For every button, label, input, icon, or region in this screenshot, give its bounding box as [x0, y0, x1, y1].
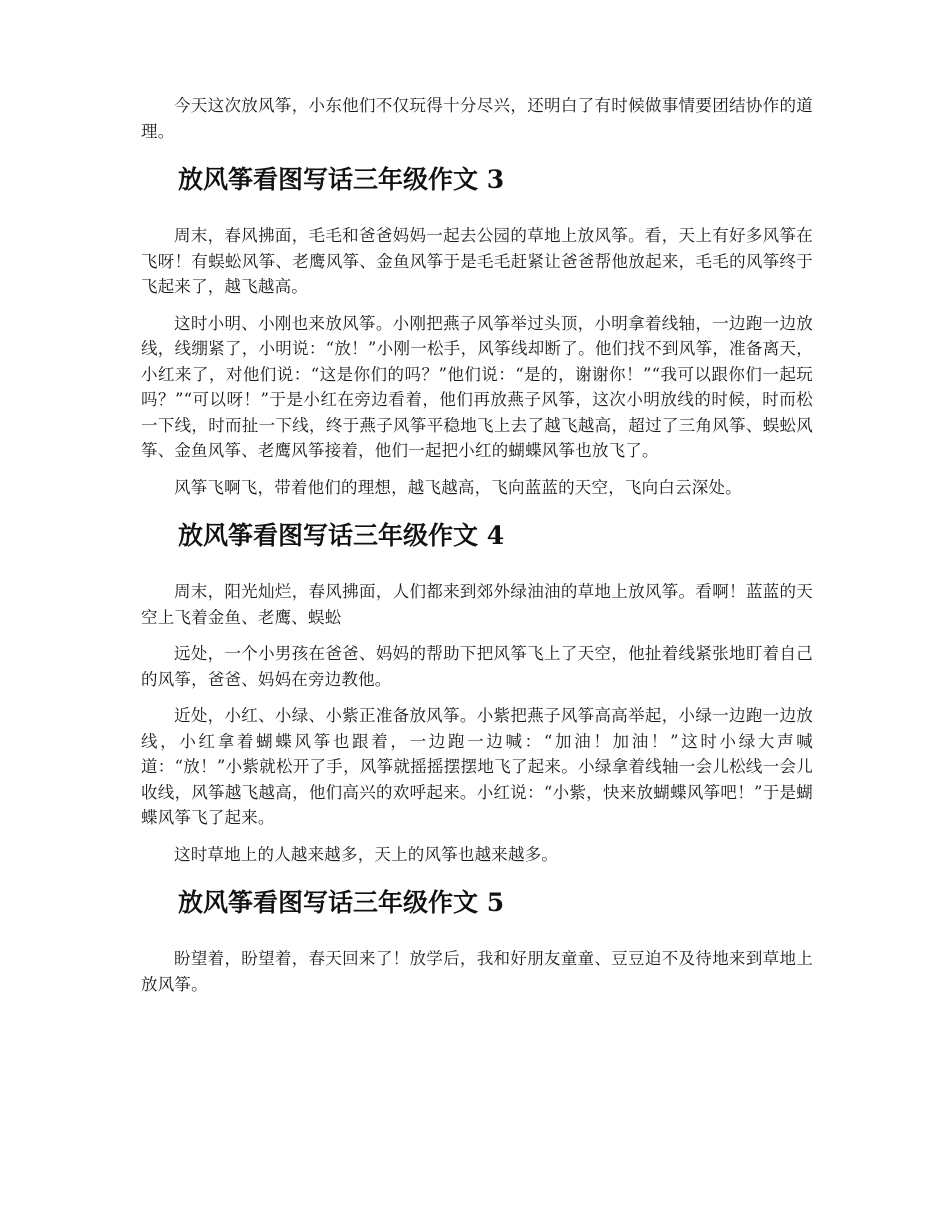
- paragraph: 远处，一个小男孩在爸爸、妈妈的帮助下把风筝飞上了天空，他扯着线紧张地盯着自己的风筝，爸爸、妈妈在旁边教他。: [141, 644, 813, 689]
- paragraph: 风筝飞啊飞，带着他们的理想，越飞越高，飞向蓝蓝的天空，飞向白云深处。: [174, 477, 742, 497]
- paragraph: 周末，春风拂面，毛毛和爸爸妈妈一起去公园的草地上放风筝。看，天上有好多风筝在飞呀！有蜈蚣风筝、老鹰风筝、金鱼风筝于是毛毛赶紧让爸爸帮他放起来，毛毛的风筝终于飞起来了，越飞越高。: [141, 226, 813, 296]
- paragraph: 周末，阳光灿烂，春风拂面，人们都来到郊外绿油油的草地上放风筝。看啊！蓝蓝的天空上飞着金鱼、老鹰、蜈蚣: [141, 582, 813, 627]
- section-heading-5: 放风筝看图写话三年级作文 5: [178, 888, 505, 917]
- paragraph: 近处，小红、小绿、小紫正准备放风筝。小紫把燕子风筝高高举起，小绿一边跑一边放线，小红拿着蝴蝶风筝也跟着，一边跑一边喊：“加油！加油！”这时小绿大声喊道：“放！”小紫就松开了手，风筝就摇摇摆摆地飞了起来。小绿拿着线轴一会儿松线一会儿收线，风筝越飞越高，他们高兴的欢呼起来。小红说：“小紫，快来放蝴蝶风筝吧！”于是蝴蝶风筝飞了起来。: [141, 706, 813, 827]
- document-page: [141, 93, 813, 1008]
- section-heading-3: 放风筝看图写话三年级作文 3: [178, 165, 505, 194]
- paragraph: 这时草地上的人越来越多，天上的风筝也越来越多。: [174, 844, 559, 864]
- paragraph: 这时小明、小刚也来放风筝。小刚把燕子风筝举过头顶，小明拿着线轴，一边跑一边放线，线绷紧了，小明说：“放！”小刚一松手，风筝线却断了。他们找不到风筝，准备离天，小红来了，对他们说：“这是你们的吗？”他们说：“是的，谢谢你！”“我可以跟你们一起玩吗？”“可以呀！”于是小红在旁边看着，他们再放燕子风筝，这次小明放线的时候，时而松一下线，时而扯一下线，终于燕子风筝平稳地飞上去了越飞越高，超过了三角风筝、蜈蚣风筝、金鱼风筝、老鹰风筝接着，他们一起把小红的蝴蝶风筝也放飞了。: [141, 313, 813, 460]
- section-heading-4: 放风筝看图写话三年级作文 4: [178, 521, 505, 550]
- paragraph: 盼望着，盼望着，春天回来了！放学后，我和好朋友童童、豆豆迫不及待地来到草地上放风筝。: [141, 949, 813, 994]
- paragraph: 今天这次放风筝，小东他们不仅玩得十分尽兴，还明白了有时候做事情要团结协作的道理。: [141, 96, 813, 141]
